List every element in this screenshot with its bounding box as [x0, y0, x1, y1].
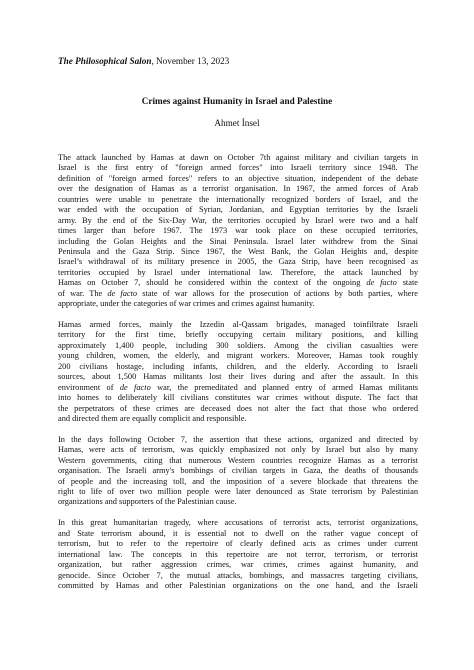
text-segment: organization, but rather aggression crimes, war crimes, crimes against humanity, and — [58, 560, 418, 570]
text-line — [58, 174, 418, 184]
text-line — [58, 268, 418, 278]
text-segment: war ended with the occupation of Syrian, Jordanian, and Egyptian territories by the Israeli — [58, 205, 418, 215]
text-line — [58, 351, 418, 361]
text-segment: organisation. The Israeli army's bombings of civilian targets in Gaza, the deaths of thousands — [58, 466, 418, 476]
text-segment: Israel is the first entry of "foreign armed forces" into Israeli territory since 1948. The — [58, 163, 418, 173]
text-line — [58, 571, 418, 581]
text-segment: times larger than before 1967. The 1973 war took place on these occupied territories, — [58, 226, 418, 236]
text-segment: countries were unable to penetrate the internationally recognized borders of Israel, and the — [58, 194, 418, 204]
text-line — [58, 487, 418, 497]
text-line — [58, 497, 418, 507]
paragraph — [58, 320, 418, 424]
text-segment: committed by Hamas and other Palestinian organizations on the one hand, and the Israeli — [58, 580, 418, 590]
text-line — [58, 330, 418, 340]
paragraph — [58, 518, 418, 591]
text-segment: Hamas on October 7, should be considered within the context of the ongoing — [58, 278, 367, 288]
text-segment: of people and the increasing toll, and the imposition of a severe blockade that threatens the — [58, 476, 418, 486]
text-segment: territory for the first time, briefly occupying certain military positions, and killing — [58, 330, 418, 340]
text-segment: genocide. Since October 7, the mutual attacks, bombings, and massacres targeting civilians, — [58, 570, 418, 580]
text-line — [58, 518, 418, 528]
text-segment: over the designation of Hamas as a terrorist organisation. In 1967, the armed forces of Arab — [58, 184, 418, 194]
text-line — [58, 195, 418, 205]
text-segment: sources, about 1,500 Hamas militants lost their lives during and after the assault. In this — [58, 372, 418, 382]
italic-term: de facto — [366, 278, 397, 288]
text-line — [58, 299, 418, 309]
text-line — [58, 456, 418, 466]
text-segment: and directed them are equally complicit and responsible. — [58, 413, 247, 423]
text-segment: territories occupied by Israel under international law. Therefore, the attack launched by — [58, 267, 418, 277]
article-title: Crimes against Humanity in Israel and Palestine — [141, 96, 333, 106]
publication-name: The Philosophical Salon — [58, 56, 152, 66]
source-line — [58, 56, 229, 67]
text-segment: including the Golan Heights and the Sinai Peninsula. Israel later withdrew from the Sinai — [58, 236, 418, 246]
italic-term: de facto — [107, 288, 138, 298]
paragraph — [58, 435, 418, 508]
text-segment: of war. The — [58, 288, 108, 298]
text-segment: environment of — [58, 382, 120, 392]
article-body — [58, 153, 418, 602]
text-line — [58, 153, 418, 163]
text-segment: Israel’s withdrawal of its military presence in 2005, the Gaza Strip, have been recognised as — [58, 257, 418, 267]
text-line — [58, 257, 418, 267]
text-segment: 200 civilians hostage, including infants, children, and the elderly. According to Israeli — [58, 361, 418, 371]
text-line — [58, 466, 418, 476]
text-segment: In the days following October 7, the assertion that these actions, organized and directed by — [58, 434, 418, 444]
text-line — [58, 372, 418, 382]
text-segment: into homes to deliberately kill civilians constitutes war crimes without dispute. The fact that — [58, 393, 418, 403]
text-segment: approximately 1,400 people, including 300 soldiers. Among the civilian casualties were — [58, 340, 418, 350]
publication-date: , November 13, 2023 — [151, 56, 230, 66]
text-line — [58, 205, 418, 215]
text-line — [58, 477, 418, 487]
text-segment: Hamas armed forces, mainly the Izzedin al-Qassam brigades, managed toinfiltrate Israeli — [58, 320, 418, 329]
text-segment: war, the premeditated and planned entry of armed Hamas militants — [150, 382, 419, 392]
text-segment: Hamas, were acts of terrorism, was quickly emphasized not only by Israel but also by many — [58, 445, 418, 455]
italic-term: de facto — [119, 382, 151, 392]
paragraph — [58, 153, 418, 310]
text-line — [58, 362, 418, 372]
text-segment: army. By the end of the Six-Day War, the territories occupied by Israel were two and a half — [58, 215, 418, 225]
text-segment: and State terrorism abound, it is essential not to dwell on the rather vague concept of — [58, 528, 418, 538]
text-segment: organizations and supporters of the Palestinian cause. — [58, 497, 237, 507]
text-segment: state — [396, 278, 418, 288]
text-segment: Western governments, citing that numerous Western countries recognize Hamas as a terrorist — [58, 455, 418, 465]
text-line — [58, 226, 418, 236]
text-segment: Peninsula and the Gaza Strip. Since 1967, the West Bank, the Golan Heights and, despite — [58, 246, 418, 256]
text-segment: terrorism, but to refer to the repertoire of clearly defined acts as crimes under current — [58, 539, 418, 549]
text-segment: In this great humanitarian tragedy, where accusations of terrorist acts, terrorist organizations, — [58, 518, 418, 528]
text-line — [58, 163, 418, 173]
text-line — [58, 278, 418, 288]
text-line — [58, 414, 418, 424]
text-line — [58, 341, 418, 351]
text-segment: The attack launched by Hamas at dawn on October 7th against military and civilian targets in — [58, 153, 418, 162]
article-author: Ahmet İnsel — [214, 118, 260, 128]
text-line — [58, 184, 418, 194]
text-segment: the perpetrators of these crimes are deceased does not alter the fact that those who ordered — [58, 403, 418, 413]
text-line — [58, 289, 418, 299]
text-line — [58, 550, 418, 560]
text-line — [58, 237, 418, 247]
text-segment: state of war allows for the prosecution of actions by both parties, where — [137, 288, 418, 298]
text-line — [58, 539, 418, 549]
text-segment: young children, women, the elderly, and migrant workers. Moreover, Hamas took roughly — [58, 351, 418, 361]
text-line — [58, 247, 418, 257]
text-segment: right to life of over two million people were later denounced as State terrorism by Palestinian — [58, 487, 418, 496]
text-line — [58, 529, 418, 539]
text-line — [58, 393, 418, 403]
text-line — [58, 560, 418, 570]
text-line — [58, 445, 418, 455]
text-segment: definition of "foreign armed forces" refers to an objective situation, independent of the debate — [58, 173, 418, 183]
text-line — [58, 216, 418, 226]
text-line — [58, 404, 418, 414]
text-line — [58, 581, 418, 591]
text-line — [58, 435, 418, 445]
text-line — [58, 320, 418, 330]
text-segment: international law. The concepts in this repertoire are not terror, terrorism, or terrorist — [58, 549, 418, 559]
text-segment: appropriate, under the categories of war crimes and crimes against humanity. — [58, 299, 315, 309]
text-line — [58, 383, 418, 393]
